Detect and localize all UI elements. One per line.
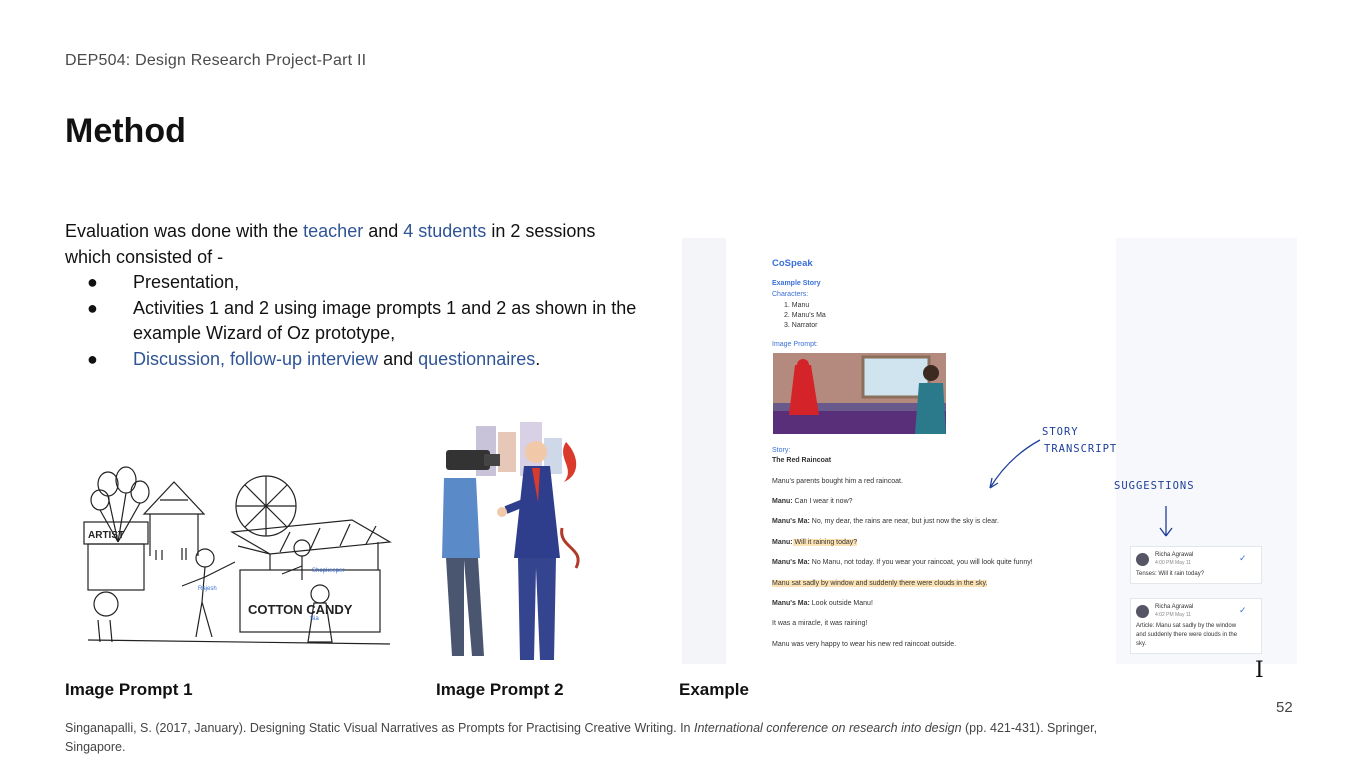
intro-paragraph <box>65 219 645 270</box>
caption-image-prompt-1: Image Prompt 1 <box>65 680 193 699</box>
annotation-transcript: TRANSCRIPT <box>1044 443 1118 455</box>
resolve-check-icon[interactable]: ✓ <box>1239 605 1247 615</box>
comment-text: sky. <box>1136 641 1147 647</box>
annotation-arrows <box>982 434 1182 544</box>
bullet-dot: ● <box>87 297 98 318</box>
story-line <box>772 559 1033 566</box>
character-item: 1. Manu <box>784 302 810 309</box>
comment-text: and suddenly there were clouds in the <box>1136 632 1238 638</box>
avatar <box>1136 605 1149 618</box>
bullet-text: . <box>535 348 541 369</box>
shopkeeper-label: Shopkeeper <box>312 568 345 574</box>
characters-label: Characters: <box>772 291 809 298</box>
app-title: CoSpeak <box>772 258 813 269</box>
teacher-link[interactable]: teacher <box>303 221 364 241</box>
comment-text: Tenses: Will it rain today? <box>1136 571 1205 577</box>
course-title: DEP504: Design Research Project-Part II <box>65 52 367 69</box>
speaker: Manu's Ma: <box>772 600 810 607</box>
bullet-text: and <box>378 348 419 369</box>
citation-text: Singapore. <box>65 740 126 754</box>
story-line: Manu was very happy to wear his new red raincoat outside. <box>772 641 957 648</box>
comment-time: 4:00 PM May 11 <box>1155 560 1192 566</box>
bullet-presentation <box>65 270 645 296</box>
suggestions-arrow-icon <box>1160 506 1172 536</box>
bullet-text: Presentation, <box>133 272 240 292</box>
annotation-story: STORY <box>1042 426 1079 438</box>
artist-sign: ARTIST <box>88 530 125 541</box>
resolve-check-icon[interactable]: ✓ <box>1239 553 1247 563</box>
bullet-text: Activities 1 and 2 using image prompts 1 and 2 as shown in the example Wizard of Oz prototype, <box>133 297 637 343</box>
commenter-name: Richa Agrawal <box>1155 604 1194 610</box>
story-label: Story: <box>772 447 791 454</box>
bullet-discussion <box>65 347 645 373</box>
page-number: 52 <box>1276 699 1293 716</box>
story-line <box>772 539 857 546</box>
story-title: The Red Raincoat <box>772 457 832 464</box>
bullet-activities <box>65 296 645 347</box>
citation-venue: International conference on research into design <box>694 721 962 735</box>
rajesh-label: Rajesh <box>198 586 217 592</box>
story-line <box>772 498 853 505</box>
speaker: Manu's Ma: <box>772 559 810 566</box>
sia-label: Sia <box>310 616 319 622</box>
discussion-link[interactable]: Discussion, follow-up interview <box>133 348 379 369</box>
annotation-suggestions: SUGGESTIONS <box>1114 480 1195 492</box>
intro-text-2: and <box>363 221 404 241</box>
transcript-arrow-icon <box>990 440 1040 488</box>
dialogue: No Manu, not today. If you wear your raincoat, you will look quite funny! <box>809 559 1033 566</box>
intro-text-3: in 2 sessions which consisted of - <box>65 221 596 267</box>
comment-time: 4:02 PM May 11 <box>1155 612 1192 618</box>
character-item: 3. Narrator <box>784 322 818 329</box>
bullet-dot: ● <box>87 348 98 369</box>
raincoat-illustration <box>773 353 946 434</box>
story-heading: Example Story <box>772 280 821 287</box>
character-item: 2. Manu's Ma <box>784 312 826 319</box>
image-prompt-label: Image Prompt: <box>772 341 818 348</box>
speaker: Manu: <box>772 498 793 505</box>
dialogue: Look outside Manu! <box>809 600 873 607</box>
highlighted-dialogue: Will it raining today? <box>792 539 858 546</box>
story-line: It was a miracle, it was raining! <box>772 620 868 627</box>
story-line <box>772 600 873 607</box>
comment-text: Article: Manu sat sadly by the window <box>1136 623 1237 629</box>
highlighted-story-line: Manu sat sadly by window and suddenly there were clouds in the sky. <box>772 580 988 587</box>
citation <box>65 719 1165 757</box>
image-prompt-1-illustration <box>70 462 400 657</box>
citation-text: (pp. 421-431). Springer, <box>961 721 1098 735</box>
dialogue: No, my dear, the rains are near, but just now the sky is clear. <box>809 518 999 525</box>
intro-text-1: Evaluation was done with the <box>65 221 304 241</box>
image-prompt-2-illustration <box>436 418 596 668</box>
caption-example: Example <box>679 680 749 699</box>
speaker: Manu's Ma: <box>772 518 810 525</box>
story-line <box>772 518 999 525</box>
students-link[interactable]: 4 students <box>403 221 487 241</box>
caption-image-prompt-2: Image Prompt 2 <box>436 680 564 699</box>
avatar <box>1136 553 1149 566</box>
dialogue: Can I wear it now? <box>792 498 853 505</box>
cotton-candy-sign: COTTON CANDY <box>248 602 353 617</box>
text-cursor-icon: I <box>1255 658 1264 683</box>
example-screenshot <box>682 238 1297 664</box>
slide-body <box>65 219 645 372</box>
citation-text: Singanapalli, S. (2017, January). Designing Static Visual Narratives as Prompts for Practising Creative Writing. In <box>65 721 694 735</box>
speaker: Manu: <box>772 539 793 546</box>
story-line: Manu's parents bought him a red raincoat. <box>772 478 903 485</box>
slide-title: Method <box>65 112 186 150</box>
bullet-list <box>65 270 645 372</box>
questionnaires-link[interactable]: questionnaires <box>418 348 536 369</box>
suggestion-card[interactable] <box>1130 598 1262 654</box>
suggestion-card[interactable] <box>1130 546 1262 584</box>
bullet-dot: ● <box>87 272 98 292</box>
commenter-name: Richa Agrawal <box>1155 552 1194 558</box>
